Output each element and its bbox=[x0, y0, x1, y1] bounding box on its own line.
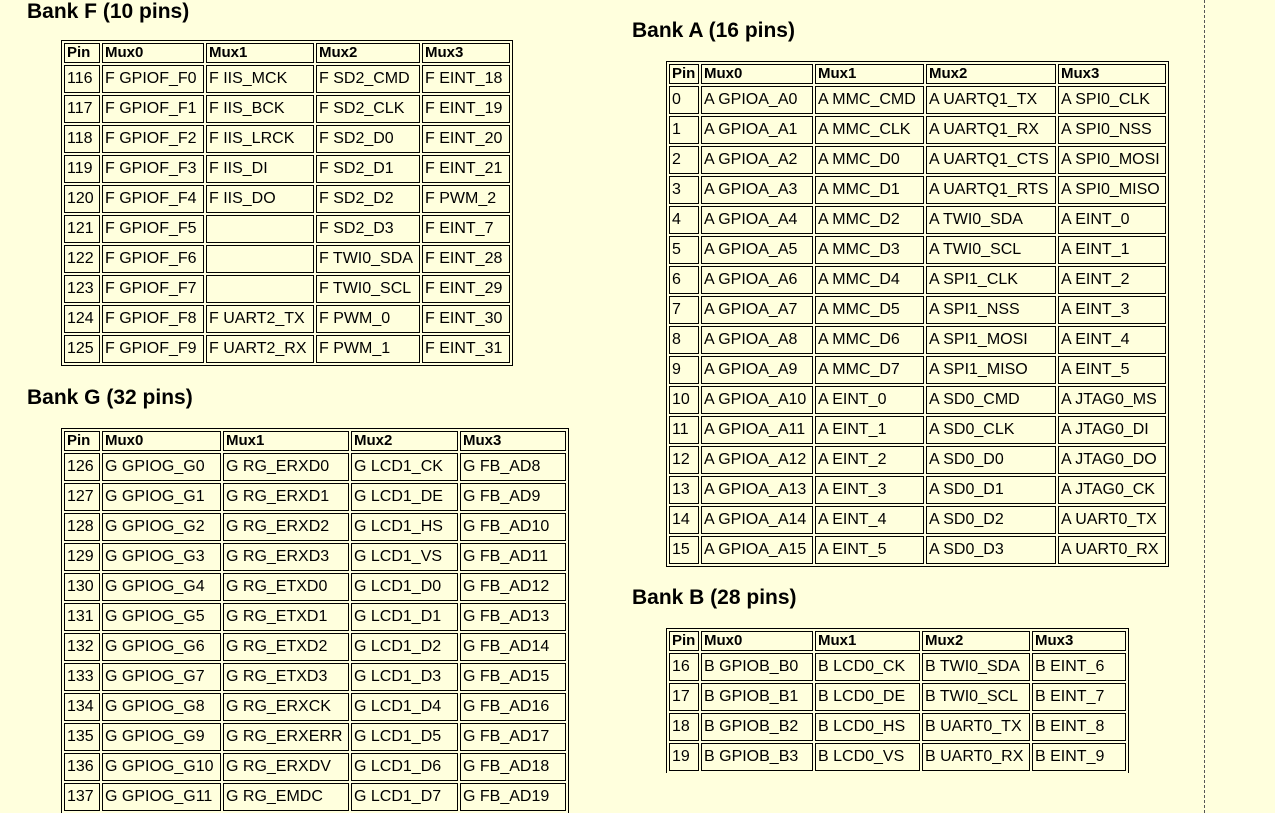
cell-mux3: A SPI0_MOSI bbox=[1058, 146, 1166, 174]
cell-mux1: G RG_ERXDV bbox=[223, 753, 349, 781]
cell-pin: 119 bbox=[64, 155, 100, 183]
cell-pin: 130 bbox=[64, 573, 100, 601]
cell-mux2: A SD0_D3 bbox=[926, 536, 1056, 564]
cell-mux2: B UART0_RX bbox=[922, 743, 1030, 771]
cell-mux0: A GPIOA_A15 bbox=[701, 536, 813, 564]
column-header-mux2: Mux2 bbox=[351, 431, 458, 451]
cell-pin: 120 bbox=[64, 185, 100, 213]
table-row bbox=[64, 155, 510, 183]
cell-mux3: F EINT_21 bbox=[422, 155, 510, 183]
cell-pin: 13 bbox=[669, 476, 699, 504]
cell-mux3: A SPI0_MISO bbox=[1058, 176, 1166, 204]
bank-a-section bbox=[632, 19, 795, 43]
cell-pin: 15 bbox=[669, 536, 699, 564]
table-row bbox=[669, 713, 1126, 741]
column-header-pin: Pin bbox=[64, 431, 100, 451]
cell-mux1: A MMC_D6 bbox=[815, 326, 924, 354]
cell-mux2: F SD2_D0 bbox=[316, 125, 420, 153]
cell-mux0: A GPIOA_A4 bbox=[701, 206, 813, 234]
cell-mux0: G GPIOG_G0 bbox=[102, 453, 221, 481]
cell-mux1: A MMC_D7 bbox=[815, 356, 924, 384]
cell-pin: 9 bbox=[669, 356, 699, 384]
table-header-row bbox=[64, 431, 566, 451]
cell-mux1: G RG_ERXD3 bbox=[223, 543, 349, 571]
cell-pin: 124 bbox=[64, 305, 100, 333]
bank-f-title: Bank F (10 pins) bbox=[27, 0, 190, 23]
cell-mux1: B LCD0_CK bbox=[815, 653, 920, 681]
cell-pin: 134 bbox=[64, 693, 100, 721]
cell-pin: 133 bbox=[64, 663, 100, 691]
cell-mux1: A EINT_2 bbox=[815, 446, 924, 474]
cell-mux1: F UART2_TX bbox=[206, 305, 314, 333]
cell-mux0: A GPIOA_A0 bbox=[701, 86, 813, 114]
cell-mux2: A SPI1_MOSI bbox=[926, 326, 1056, 354]
table-row bbox=[64, 185, 510, 213]
cell-pin: 7 bbox=[669, 296, 699, 324]
cell-mux2: A UARTQ1_CTS bbox=[926, 146, 1056, 174]
cell-mux2: B TWI0_SCL bbox=[922, 683, 1030, 711]
column-header-mux1: Mux1 bbox=[206, 43, 314, 63]
cell-mux0: F GPIOF_F5 bbox=[102, 215, 204, 243]
table-row bbox=[64, 275, 510, 303]
column-header-pin: Pin bbox=[64, 43, 100, 63]
cell-mux0: A GPIOA_A10 bbox=[701, 386, 813, 414]
cell-pin: 4 bbox=[669, 206, 699, 234]
bank-b-section bbox=[632, 586, 797, 610]
cell-mux2: F SD2_D3 bbox=[316, 215, 420, 243]
table-row bbox=[669, 416, 1166, 444]
bank-g-section bbox=[27, 386, 193, 410]
cell-pin: 126 bbox=[64, 453, 100, 481]
cell-pin: 5 bbox=[669, 236, 699, 264]
cell-mux3: F EINT_30 bbox=[422, 305, 510, 333]
cell-mux2: A SPI1_NSS bbox=[926, 296, 1056, 324]
cell-mux3: F EINT_31 bbox=[422, 335, 510, 363]
cell-mux3: F EINT_18 bbox=[422, 65, 510, 93]
cell-pin: 6 bbox=[669, 266, 699, 294]
cell-mux2: F SD2_CMD bbox=[316, 65, 420, 93]
cell-pin: 2 bbox=[669, 146, 699, 174]
cell-mux0: F GPIOF_F7 bbox=[102, 275, 204, 303]
cell-mux1: A MMC_CMD bbox=[815, 86, 924, 114]
cell-mux1: G RG_ERXD2 bbox=[223, 513, 349, 541]
table-row bbox=[669, 536, 1166, 564]
cell-mux1: A MMC_D4 bbox=[815, 266, 924, 294]
table-row bbox=[64, 663, 566, 691]
cell-mux3: G FB_AD14 bbox=[460, 633, 566, 661]
column-header-mux2: Mux2 bbox=[922, 631, 1030, 651]
table-header-row bbox=[669, 64, 1166, 84]
cell-mux2: F PWM_1 bbox=[316, 335, 420, 363]
cell-mux2: A SPI1_CLK bbox=[926, 266, 1056, 294]
cell-mux2: F SD2_CLK bbox=[316, 95, 420, 123]
cell-mux1: A EINT_4 bbox=[815, 506, 924, 534]
cell-mux3: G FB_AD10 bbox=[460, 513, 566, 541]
cell-pin: 118 bbox=[64, 125, 100, 153]
cell-mux0: F GPIOF_F2 bbox=[102, 125, 204, 153]
cell-mux2: F SD2_D1 bbox=[316, 155, 420, 183]
cell-mux1: B LCD0_VS bbox=[815, 743, 920, 771]
bank-b-title: Bank B (28 pins) bbox=[632, 586, 797, 609]
cell-mux3: A EINT_0 bbox=[1058, 206, 1166, 234]
cell-pin: 12 bbox=[669, 446, 699, 474]
cell-pin: 123 bbox=[64, 275, 100, 303]
bank-a-table bbox=[666, 61, 1169, 567]
cell-mux0: A GPIOA_A9 bbox=[701, 356, 813, 384]
cell-mux3: G FB_AD9 bbox=[460, 483, 566, 511]
cell-mux3: G FB_AD19 bbox=[460, 783, 566, 811]
cell-mux2: A TWI0_SCL bbox=[926, 236, 1056, 264]
cell-mux2: F TWI0_SCL bbox=[316, 275, 420, 303]
cell-mux1: F IIS_BCK bbox=[206, 95, 314, 123]
table-row bbox=[669, 266, 1166, 294]
cell-pin: 131 bbox=[64, 603, 100, 631]
cell-mux3: A JTAG0_CK bbox=[1058, 476, 1166, 504]
cell-mux2: G LCD1_HS bbox=[351, 513, 458, 541]
table-row bbox=[669, 743, 1126, 771]
cell-mux3: G FB_AD8 bbox=[460, 453, 566, 481]
table-row bbox=[669, 146, 1166, 174]
cell-pin: 128 bbox=[64, 513, 100, 541]
cell-mux1 bbox=[206, 215, 314, 243]
cell-mux2: G LCD1_D4 bbox=[351, 693, 458, 721]
table-row bbox=[64, 305, 510, 333]
cell-mux1: A MMC_D0 bbox=[815, 146, 924, 174]
cell-mux1: G RG_EMDC bbox=[223, 783, 349, 811]
cell-mux1: G RG_ERXD0 bbox=[223, 453, 349, 481]
table-row bbox=[64, 783, 566, 811]
table-row bbox=[64, 453, 566, 481]
cell-mux3: A SPI0_CLK bbox=[1058, 86, 1166, 114]
bank-g-table bbox=[61, 428, 569, 813]
bank-g-title: Bank G (32 pins) bbox=[27, 386, 193, 409]
cell-mux2: A UARTQ1_RTS bbox=[926, 176, 1056, 204]
cell-mux3: A JTAG0_MS bbox=[1058, 386, 1166, 414]
table-row bbox=[64, 125, 510, 153]
cell-mux2: G LCD1_CK bbox=[351, 453, 458, 481]
cell-mux2: G LCD1_DE bbox=[351, 483, 458, 511]
cell-mux0: A GPIOA_A12 bbox=[701, 446, 813, 474]
cell-mux2: G LCD1_D1 bbox=[351, 603, 458, 631]
cell-mux0: F GPIOF_F3 bbox=[102, 155, 204, 183]
cell-mux0: G GPIOG_G2 bbox=[102, 513, 221, 541]
cell-mux3: A UART0_TX bbox=[1058, 506, 1166, 534]
cell-mux3: G FB_AD13 bbox=[460, 603, 566, 631]
cell-pin: 129 bbox=[64, 543, 100, 571]
cell-mux1: F UART2_RX bbox=[206, 335, 314, 363]
cell-mux2: G LCD1_D7 bbox=[351, 783, 458, 811]
cell-mux3: F EINT_19 bbox=[422, 95, 510, 123]
cell-mux3: B EINT_9 bbox=[1032, 743, 1126, 771]
cell-pin: 3 bbox=[669, 176, 699, 204]
cell-mux1: A EINT_5 bbox=[815, 536, 924, 564]
cell-mux3: B EINT_8 bbox=[1032, 713, 1126, 741]
cell-mux0: A GPIOA_A11 bbox=[701, 416, 813, 444]
cell-pin: 137 bbox=[64, 783, 100, 811]
cell-mux3: F EINT_7 bbox=[422, 215, 510, 243]
cell-pin: 121 bbox=[64, 215, 100, 243]
cell-mux2: A UARTQ1_RX bbox=[926, 116, 1056, 144]
column-header-mux0: Mux0 bbox=[102, 43, 204, 63]
cell-mux3: G FB_AD11 bbox=[460, 543, 566, 571]
cell-mux0: A GPIOA_A5 bbox=[701, 236, 813, 264]
cell-mux0: B GPIOB_B2 bbox=[701, 713, 813, 741]
cell-mux2: A SD0_CLK bbox=[926, 416, 1056, 444]
cell-mux0: G GPIOG_G5 bbox=[102, 603, 221, 631]
cell-mux3: A EINT_5 bbox=[1058, 356, 1166, 384]
cell-mux0: G GPIOG_G3 bbox=[102, 543, 221, 571]
cell-mux1: B LCD0_DE bbox=[815, 683, 920, 711]
table-row bbox=[64, 753, 566, 781]
cell-mux0: G GPIOG_G11 bbox=[102, 783, 221, 811]
cell-mux3: A JTAG0_DO bbox=[1058, 446, 1166, 474]
cell-mux0: A GPIOA_A6 bbox=[701, 266, 813, 294]
table-row bbox=[669, 356, 1166, 384]
cell-mux2: G LCD1_D5 bbox=[351, 723, 458, 751]
column-header-mux3: Mux3 bbox=[1058, 64, 1166, 84]
cell-mux0: F GPIOF_F8 bbox=[102, 305, 204, 333]
cell-mux1: A MMC_D3 bbox=[815, 236, 924, 264]
column-header-mux3: Mux3 bbox=[460, 431, 566, 451]
cell-mux1: F IIS_MCK bbox=[206, 65, 314, 93]
cell-mux0: F GPIOF_F4 bbox=[102, 185, 204, 213]
table-row bbox=[669, 386, 1166, 414]
cell-mux0: G GPIOG_G10 bbox=[102, 753, 221, 781]
cell-mux1: G RG_ERXD1 bbox=[223, 483, 349, 511]
cell-mux0: F GPIOF_F6 bbox=[102, 245, 204, 273]
column-header-mux1: Mux1 bbox=[223, 431, 349, 451]
cell-pin: 136 bbox=[64, 753, 100, 781]
cell-mux3: A SPI0_NSS bbox=[1058, 116, 1166, 144]
column-header-mux0: Mux0 bbox=[701, 64, 813, 84]
cell-mux0: A GPIOA_A3 bbox=[701, 176, 813, 204]
column-header-mux2: Mux2 bbox=[316, 43, 420, 63]
bank-b-table bbox=[666, 628, 1129, 773]
table-row bbox=[669, 653, 1126, 681]
column-header-mux1: Mux1 bbox=[815, 631, 920, 651]
cell-mux2: A SD0_D2 bbox=[926, 506, 1056, 534]
cell-mux3: A JTAG0_DI bbox=[1058, 416, 1166, 444]
cell-pin: 17 bbox=[669, 683, 699, 711]
column-header-mux0: Mux0 bbox=[701, 631, 813, 651]
cell-mux2: G LCD1_D2 bbox=[351, 633, 458, 661]
cell-mux2: F TWI0_SDA bbox=[316, 245, 420, 273]
cell-mux0: B GPIOB_B0 bbox=[701, 653, 813, 681]
cell-mux3: G FB_AD16 bbox=[460, 693, 566, 721]
cell-pin: 11 bbox=[669, 416, 699, 444]
cell-mux2: A SD0_D1 bbox=[926, 476, 1056, 504]
column-header-pin: Pin bbox=[669, 631, 699, 651]
cell-mux2: A SD0_D0 bbox=[926, 446, 1056, 474]
table-row bbox=[669, 326, 1166, 354]
cell-mux0: F GPIOF_F1 bbox=[102, 95, 204, 123]
table-header-row bbox=[64, 43, 510, 63]
cell-mux2: G LCD1_D3 bbox=[351, 663, 458, 691]
cell-mux0: B GPIOB_B1 bbox=[701, 683, 813, 711]
cell-pin: 132 bbox=[64, 633, 100, 661]
cell-mux2: A SPI1_MISO bbox=[926, 356, 1056, 384]
cell-pin: 125 bbox=[64, 335, 100, 363]
cell-mux2: A SD0_CMD bbox=[926, 386, 1056, 414]
cell-mux1: G RG_ETXD1 bbox=[223, 603, 349, 631]
cell-pin: 122 bbox=[64, 245, 100, 273]
column-header-pin: Pin bbox=[669, 64, 699, 84]
cell-mux0: A GPIOA_A1 bbox=[701, 116, 813, 144]
table-row bbox=[64, 95, 510, 123]
cell-pin: 16 bbox=[669, 653, 699, 681]
cell-mux1: G RG_ERXERR bbox=[223, 723, 349, 751]
cell-pin: 14 bbox=[669, 506, 699, 534]
cell-pin: 117 bbox=[64, 95, 100, 123]
table-row bbox=[669, 476, 1166, 504]
cell-mux0: F GPIOF_F9 bbox=[102, 335, 204, 363]
cell-mux2: G LCD1_VS bbox=[351, 543, 458, 571]
table-row bbox=[64, 633, 566, 661]
table-row bbox=[64, 215, 510, 243]
cell-mux3: B EINT_7 bbox=[1032, 683, 1126, 711]
cell-mux3: G FB_AD15 bbox=[460, 663, 566, 691]
bank-f-section bbox=[27, 0, 189, 24]
table-row bbox=[64, 723, 566, 751]
table-row bbox=[64, 65, 510, 93]
cell-mux3: G FB_AD18 bbox=[460, 753, 566, 781]
table-row bbox=[64, 603, 566, 631]
cell-mux3: F EINT_20 bbox=[422, 125, 510, 153]
cell-mux2: G LCD1_D6 bbox=[351, 753, 458, 781]
cell-mux1: A MMC_D2 bbox=[815, 206, 924, 234]
cell-pin: 135 bbox=[64, 723, 100, 751]
column-header-mux1: Mux1 bbox=[815, 64, 924, 84]
cell-mux1: F IIS_LRCK bbox=[206, 125, 314, 153]
cell-mux1: A EINT_0 bbox=[815, 386, 924, 414]
cell-mux1 bbox=[206, 275, 314, 303]
cell-mux1: A MMC_D1 bbox=[815, 176, 924, 204]
column-header-mux3: Mux3 bbox=[422, 43, 510, 63]
cell-mux3: G FB_AD12 bbox=[460, 573, 566, 601]
cell-mux0: G GPIOG_G1 bbox=[102, 483, 221, 511]
column-header-mux3: Mux3 bbox=[1032, 631, 1126, 651]
cell-mux3: A EINT_1 bbox=[1058, 236, 1166, 264]
table-row bbox=[669, 86, 1166, 114]
table-row bbox=[64, 483, 566, 511]
cell-mux0: G GPIOG_G8 bbox=[102, 693, 221, 721]
cell-mux0: A GPIOA_A8 bbox=[701, 326, 813, 354]
cell-mux0: G GPIOG_G9 bbox=[102, 723, 221, 751]
column-header-mux2: Mux2 bbox=[926, 64, 1056, 84]
cell-mux2: G LCD1_D0 bbox=[351, 573, 458, 601]
table-row bbox=[64, 543, 566, 571]
table-row bbox=[669, 236, 1166, 264]
cell-mux2: F PWM_0 bbox=[316, 305, 420, 333]
cell-mux1: A MMC_D5 bbox=[815, 296, 924, 324]
cell-mux3: A EINT_3 bbox=[1058, 296, 1166, 324]
cell-pin: 116 bbox=[64, 65, 100, 93]
cell-mux0: A GPIOA_A14 bbox=[701, 506, 813, 534]
table-row bbox=[64, 513, 566, 541]
cell-mux1: A EINT_1 bbox=[815, 416, 924, 444]
cell-mux0: A GPIOA_A13 bbox=[701, 476, 813, 504]
cell-mux0: A GPIOA_A7 bbox=[701, 296, 813, 324]
cell-mux3: F PWM_2 bbox=[422, 185, 510, 213]
cell-pin: 8 bbox=[669, 326, 699, 354]
cell-mux3: A EINT_2 bbox=[1058, 266, 1166, 294]
bank-f-table bbox=[61, 40, 513, 366]
cell-mux0: A GPIOA_A2 bbox=[701, 146, 813, 174]
cell-mux3: F EINT_29 bbox=[422, 275, 510, 303]
cell-mux2: F SD2_D2 bbox=[316, 185, 420, 213]
cell-mux1: A MMC_CLK bbox=[815, 116, 924, 144]
table-header-row bbox=[669, 631, 1126, 651]
cell-mux3: B EINT_6 bbox=[1032, 653, 1126, 681]
cell-mux1: G RG_ERXCK bbox=[223, 693, 349, 721]
table-row bbox=[669, 116, 1166, 144]
cell-mux2: B UART0_TX bbox=[922, 713, 1030, 741]
cell-pin: 1 bbox=[669, 116, 699, 144]
table-row bbox=[669, 683, 1126, 711]
table-row bbox=[64, 693, 566, 721]
cell-mux0: G GPIOG_G6 bbox=[102, 633, 221, 661]
table-row bbox=[669, 176, 1166, 204]
cell-pin: 19 bbox=[669, 743, 699, 771]
table-row bbox=[64, 335, 510, 363]
table-row bbox=[669, 296, 1166, 324]
cell-mux1 bbox=[206, 245, 314, 273]
table-row bbox=[64, 245, 510, 273]
cell-mux3: A UART0_RX bbox=[1058, 536, 1166, 564]
page-divider bbox=[1204, 0, 1205, 813]
cell-mux3: F EINT_28 bbox=[422, 245, 510, 273]
cell-mux0: G GPIOG_G4 bbox=[102, 573, 221, 601]
cell-mux3: G FB_AD17 bbox=[460, 723, 566, 751]
cell-mux3: A EINT_4 bbox=[1058, 326, 1166, 354]
table-row bbox=[669, 446, 1166, 474]
table-row bbox=[64, 573, 566, 601]
cell-pin: 127 bbox=[64, 483, 100, 511]
cell-mux1: F IIS_DO bbox=[206, 185, 314, 213]
cell-mux1: G RG_ETXD3 bbox=[223, 663, 349, 691]
table-row bbox=[669, 506, 1166, 534]
table-row bbox=[669, 206, 1166, 234]
cell-mux1: F IIS_DI bbox=[206, 155, 314, 183]
cell-pin: 0 bbox=[669, 86, 699, 114]
cell-mux2: B TWI0_SDA bbox=[922, 653, 1030, 681]
cell-mux2: A TWI0_SDA bbox=[926, 206, 1056, 234]
column-header-mux0: Mux0 bbox=[102, 431, 221, 451]
cell-mux1: G RG_ETXD2 bbox=[223, 633, 349, 661]
cell-mux0: G GPIOG_G7 bbox=[102, 663, 221, 691]
cell-pin: 18 bbox=[669, 713, 699, 741]
cell-mux0: F GPIOF_F0 bbox=[102, 65, 204, 93]
cell-mux0: B GPIOB_B3 bbox=[701, 743, 813, 771]
cell-mux2: A UARTQ1_TX bbox=[926, 86, 1056, 114]
cell-pin: 10 bbox=[669, 386, 699, 414]
cell-mux1: G RG_ETXD0 bbox=[223, 573, 349, 601]
bank-a-title: Bank A (16 pins) bbox=[632, 19, 795, 42]
cell-mux1: A EINT_3 bbox=[815, 476, 924, 504]
cell-mux1: B LCD0_HS bbox=[815, 713, 920, 741]
